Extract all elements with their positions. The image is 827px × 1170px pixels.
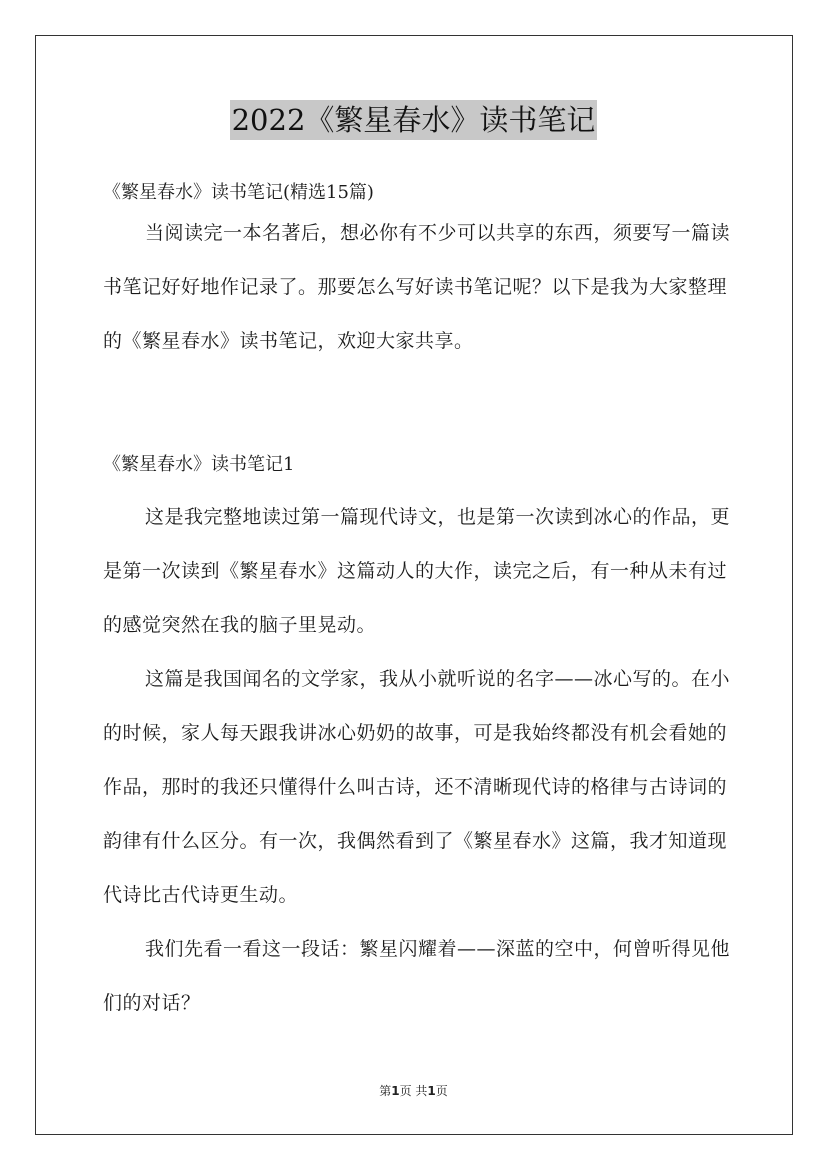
section-heading: 《繁星春水》读书笔记1 bbox=[103, 454, 295, 475]
footer-page-current: 1 bbox=[391, 1084, 400, 1098]
body-paragraph: 这篇是我国闻名的文学家，我从小就听说的名字——冰心写的。在小的时候，家人每天跟我讲冰心奶奶的故事，可是我始终都没有机会看她的作品，那时的我还只懂得什么叫古诗，还不清晰现代诗的格律与古诗词的韵律有什么区分。有一次，我偶然看到了《繁星春水》这篇，我才知道现代诗比古代诗更生动。 bbox=[103, 668, 731, 906]
body-paragraph: 我们先看一看这一段话：繁星闪耀着——深蓝的空中，何曾听得见他们的对话？ bbox=[103, 938, 731, 1014]
footer-page-suffix: 页 bbox=[435, 1084, 448, 1098]
intro-paragraph: 当阅读完一本名著后，想必你有不少可以共享的东西，须要写一篇读书笔记好好地作记录了。那要怎么写好读书笔记呢？以下是我为大家整理的《繁星春水》读书笔记，欢迎大家共享。 bbox=[103, 222, 731, 352]
footer-page-total: 1 bbox=[427, 1084, 436, 1098]
document-subtitle: 《繁星春水》读书笔记(精选15篇) bbox=[103, 182, 374, 203]
footer-page-mid: 页 共 bbox=[399, 1084, 428, 1098]
page-footer bbox=[0, 1083, 827, 1099]
body-paragraph: 这是我完整地读过第一篇现代诗文，也是第一次读到冰心的作品，更是第一次读到《繁星春水》这篇动人的大作，读完之后，有一种从未有过的感觉突然在我的脑子里晃动。 bbox=[103, 506, 731, 636]
footer-page-prefix: 第 bbox=[379, 1084, 392, 1098]
document-title: 2022《繁星春水》读书笔记 bbox=[230, 100, 598, 140]
title-container bbox=[0, 100, 827, 140]
